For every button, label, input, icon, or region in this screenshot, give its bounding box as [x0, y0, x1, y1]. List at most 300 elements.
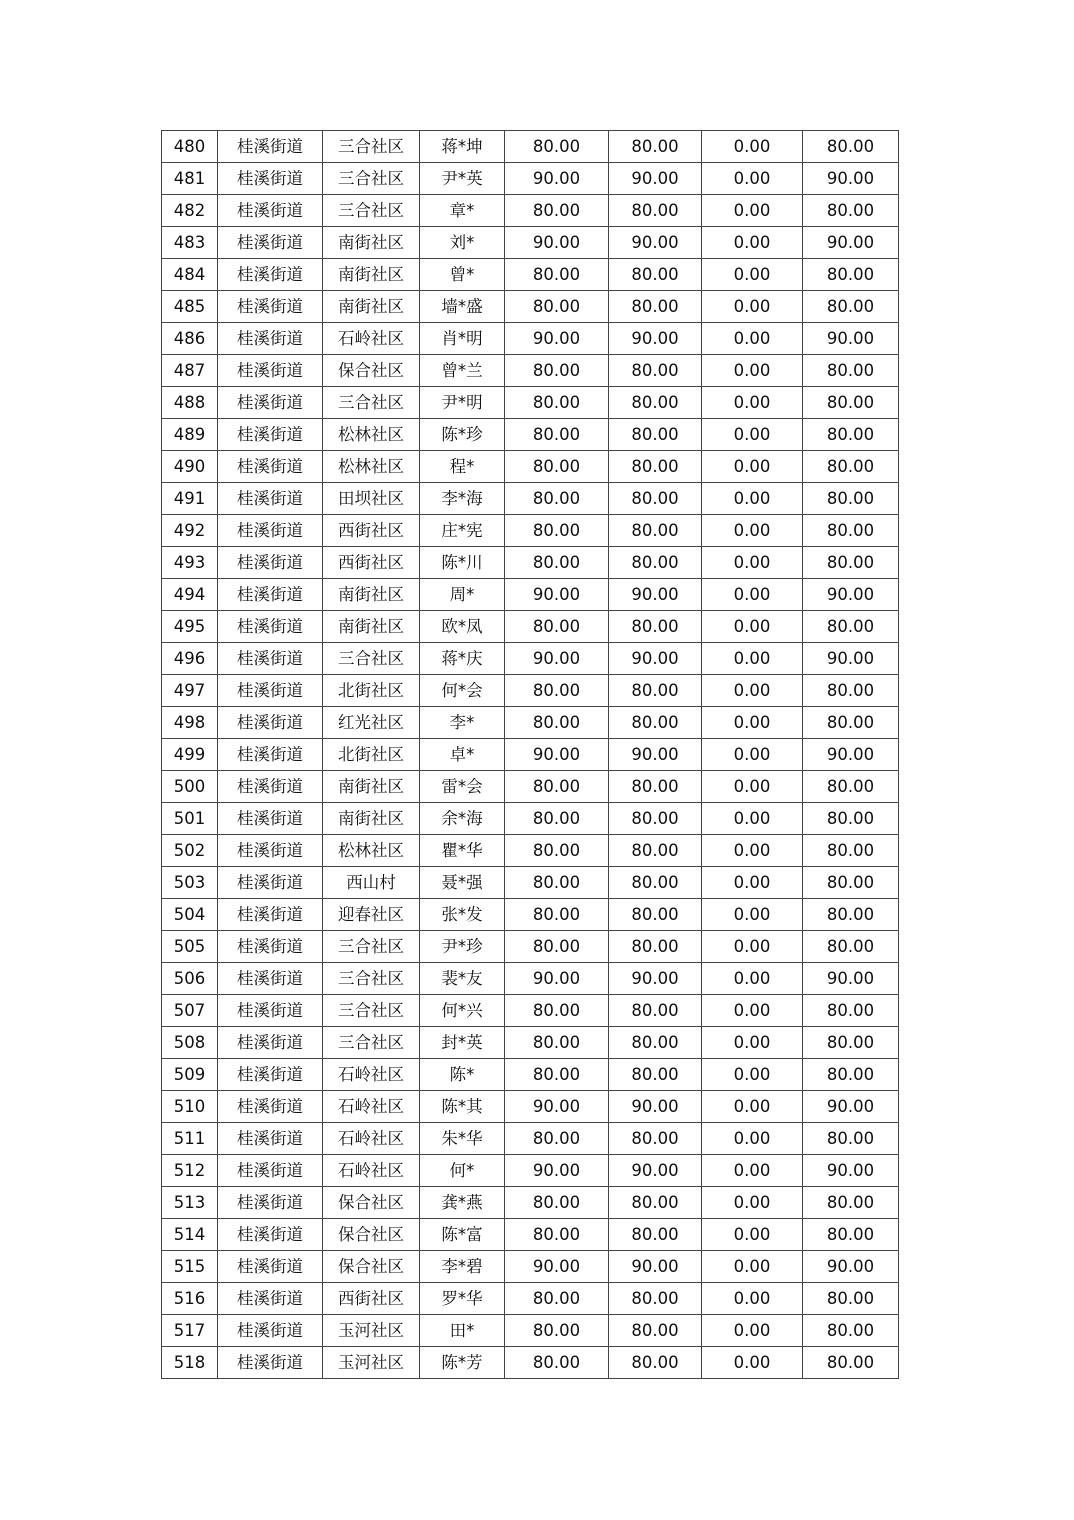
amount-1-cell: 90.00	[505, 1251, 609, 1283]
amount-1-cell: 90.00	[505, 579, 609, 611]
amount-4-cell: 80.00	[803, 387, 899, 419]
amount-2-cell: 90.00	[609, 1091, 702, 1123]
table-row	[162, 259, 899, 291]
amount-4-cell: 80.00	[803, 771, 899, 803]
name-cell: 何*会	[420, 675, 505, 707]
community-cell: 三合社区	[323, 995, 420, 1027]
name-cell: 周*	[420, 579, 505, 611]
street-cell: 桂溪街道	[218, 547, 323, 579]
name-cell: 卓*	[420, 739, 505, 771]
amount-1-cell: 80.00	[505, 835, 609, 867]
community-cell: 南街社区	[323, 771, 420, 803]
community-cell: 田坝社区	[323, 483, 420, 515]
community-cell: 南街社区	[323, 579, 420, 611]
street-cell: 桂溪街道	[218, 387, 323, 419]
amount-2-cell: 80.00	[609, 547, 702, 579]
amount-2-cell: 80.00	[609, 355, 702, 387]
street-cell: 桂溪街道	[218, 1059, 323, 1091]
amount-3-cell: 0.00	[702, 1315, 803, 1347]
amount-3-cell: 0.00	[702, 259, 803, 291]
amount-4-cell: 80.00	[803, 707, 899, 739]
row-number-cell: 492	[162, 515, 218, 547]
street-cell: 桂溪街道	[218, 1155, 323, 1187]
street-cell: 桂溪街道	[218, 899, 323, 931]
amount-4-cell: 80.00	[803, 611, 899, 643]
amount-3-cell: 0.00	[702, 1059, 803, 1091]
amount-4-cell: 90.00	[803, 643, 899, 675]
community-cell: 石岭社区	[323, 1155, 420, 1187]
row-number-cell: 504	[162, 899, 218, 931]
amount-2-cell: 80.00	[609, 483, 702, 515]
amount-2-cell: 80.00	[609, 611, 702, 643]
table-row	[162, 163, 899, 195]
amount-4-cell: 80.00	[803, 1315, 899, 1347]
amount-3-cell: 0.00	[702, 195, 803, 227]
amount-2-cell: 80.00	[609, 1283, 702, 1315]
community-cell: 石岭社区	[323, 1091, 420, 1123]
name-cell: 曾*兰	[420, 355, 505, 387]
row-number-cell: 491	[162, 483, 218, 515]
street-cell: 桂溪街道	[218, 1219, 323, 1251]
street-cell: 桂溪街道	[218, 675, 323, 707]
row-number-cell: 486	[162, 323, 218, 355]
table-row	[162, 1155, 899, 1187]
name-cell: 张*发	[420, 899, 505, 931]
community-cell: 红光社区	[323, 707, 420, 739]
street-cell: 桂溪街道	[218, 1347, 323, 1379]
community-cell: 迎春社区	[323, 899, 420, 931]
row-number-cell: 503	[162, 867, 218, 899]
amount-3-cell: 0.00	[702, 515, 803, 547]
name-cell: 何*兴	[420, 995, 505, 1027]
table-row	[162, 451, 899, 483]
name-cell: 陈*	[420, 1059, 505, 1091]
amount-4-cell: 80.00	[803, 995, 899, 1027]
amount-2-cell: 90.00	[609, 963, 702, 995]
table-row	[162, 1059, 899, 1091]
amount-2-cell: 80.00	[609, 995, 702, 1027]
community-cell: 西山村	[323, 867, 420, 899]
amount-2-cell: 80.00	[609, 1059, 702, 1091]
street-cell: 桂溪街道	[218, 323, 323, 355]
amount-3-cell: 0.00	[702, 291, 803, 323]
amount-1-cell: 90.00	[505, 163, 609, 195]
amount-2-cell: 80.00	[609, 451, 702, 483]
table-row	[162, 899, 899, 931]
row-number-cell: 480	[162, 131, 218, 163]
row-number-cell: 511	[162, 1123, 218, 1155]
amount-3-cell: 0.00	[702, 163, 803, 195]
row-number-cell: 506	[162, 963, 218, 995]
table-row	[162, 611, 899, 643]
table-row	[162, 995, 899, 1027]
name-cell: 蒋*坤	[420, 131, 505, 163]
table-row	[162, 707, 899, 739]
amount-4-cell: 80.00	[803, 355, 899, 387]
amount-3-cell: 0.00	[702, 451, 803, 483]
amount-4-cell: 80.00	[803, 259, 899, 291]
amount-2-cell: 80.00	[609, 195, 702, 227]
row-number-cell: 498	[162, 707, 218, 739]
amount-2-cell: 80.00	[609, 803, 702, 835]
amount-1-cell: 80.00	[505, 675, 609, 707]
community-cell: 北街社区	[323, 675, 420, 707]
table-row	[162, 739, 899, 771]
community-cell: 石岭社区	[323, 323, 420, 355]
table-row	[162, 227, 899, 259]
row-number-cell: 482	[162, 195, 218, 227]
amount-4-cell: 80.00	[803, 483, 899, 515]
amount-1-cell: 80.00	[505, 291, 609, 323]
row-number-cell: 493	[162, 547, 218, 579]
amount-3-cell: 0.00	[702, 1283, 803, 1315]
table-row	[162, 1347, 899, 1379]
amount-1-cell: 90.00	[505, 739, 609, 771]
street-cell: 桂溪街道	[218, 1283, 323, 1315]
amount-1-cell: 80.00	[505, 1219, 609, 1251]
amount-4-cell: 90.00	[803, 1155, 899, 1187]
amount-4-cell: 80.00	[803, 1347, 899, 1379]
row-number-cell: 490	[162, 451, 218, 483]
street-cell: 桂溪街道	[218, 1123, 323, 1155]
amount-3-cell: 0.00	[702, 547, 803, 579]
amount-3-cell: 0.00	[702, 835, 803, 867]
amount-1-cell: 80.00	[505, 451, 609, 483]
community-cell: 玉河社区	[323, 1315, 420, 1347]
amount-4-cell: 80.00	[803, 867, 899, 899]
table-row	[162, 1315, 899, 1347]
amount-4-cell: 80.00	[803, 835, 899, 867]
street-cell: 桂溪街道	[218, 227, 323, 259]
table-row	[162, 1027, 899, 1059]
table-row	[162, 355, 899, 387]
name-cell: 尹*明	[420, 387, 505, 419]
amount-1-cell: 80.00	[505, 1059, 609, 1091]
amount-3-cell: 0.00	[702, 739, 803, 771]
name-cell: 欧*凤	[420, 611, 505, 643]
amount-2-cell: 90.00	[609, 643, 702, 675]
table-row	[162, 931, 899, 963]
street-cell: 桂溪街道	[218, 291, 323, 323]
row-number-cell: 489	[162, 419, 218, 451]
name-cell: 瞿*华	[420, 835, 505, 867]
amount-3-cell: 0.00	[702, 899, 803, 931]
table-row	[162, 643, 899, 675]
amount-3-cell: 0.00	[702, 1219, 803, 1251]
table-row	[162, 867, 899, 899]
amount-2-cell: 90.00	[609, 579, 702, 611]
amount-3-cell: 0.00	[702, 771, 803, 803]
amount-4-cell: 80.00	[803, 515, 899, 547]
street-cell: 桂溪街道	[218, 1315, 323, 1347]
amount-1-cell: 80.00	[505, 1347, 609, 1379]
amount-1-cell: 90.00	[505, 323, 609, 355]
amount-1-cell: 80.00	[505, 355, 609, 387]
amount-2-cell: 80.00	[609, 931, 702, 963]
table-row	[162, 483, 899, 515]
name-cell: 陈*其	[420, 1091, 505, 1123]
amount-1-cell: 90.00	[505, 227, 609, 259]
row-number-cell: 495	[162, 611, 218, 643]
amount-4-cell: 80.00	[803, 931, 899, 963]
amount-1-cell: 80.00	[505, 1027, 609, 1059]
name-cell: 曾*	[420, 259, 505, 291]
row-number-cell: 483	[162, 227, 218, 259]
name-cell: 封*英	[420, 1027, 505, 1059]
street-cell: 桂溪街道	[218, 1027, 323, 1059]
community-cell: 三合社区	[323, 163, 420, 195]
community-cell: 南街社区	[323, 291, 420, 323]
amount-3-cell: 0.00	[702, 1347, 803, 1379]
amount-2-cell: 80.00	[609, 387, 702, 419]
amount-3-cell: 0.00	[702, 227, 803, 259]
amount-2-cell: 80.00	[609, 867, 702, 899]
street-cell: 桂溪街道	[218, 131, 323, 163]
amount-3-cell: 0.00	[702, 1251, 803, 1283]
community-cell: 南街社区	[323, 803, 420, 835]
amount-2-cell: 80.00	[609, 1315, 702, 1347]
amount-2-cell: 80.00	[609, 1347, 702, 1379]
amount-2-cell: 90.00	[609, 323, 702, 355]
amount-4-cell: 80.00	[803, 1123, 899, 1155]
amount-3-cell: 0.00	[702, 1155, 803, 1187]
amount-2-cell: 80.00	[609, 1027, 702, 1059]
community-cell: 三合社区	[323, 963, 420, 995]
row-number-cell: 509	[162, 1059, 218, 1091]
amount-2-cell: 90.00	[609, 1155, 702, 1187]
street-cell: 桂溪街道	[218, 931, 323, 963]
amount-4-cell: 90.00	[803, 323, 899, 355]
amount-2-cell: 80.00	[609, 131, 702, 163]
amount-3-cell: 0.00	[702, 1123, 803, 1155]
amount-2-cell: 80.00	[609, 835, 702, 867]
row-number-cell: 481	[162, 163, 218, 195]
amount-1-cell: 80.00	[505, 387, 609, 419]
row-number-cell: 502	[162, 835, 218, 867]
amount-4-cell: 90.00	[803, 163, 899, 195]
amount-1-cell: 80.00	[505, 547, 609, 579]
name-cell: 李*	[420, 707, 505, 739]
name-cell: 朱*华	[420, 1123, 505, 1155]
amount-4-cell: 90.00	[803, 1251, 899, 1283]
amount-4-cell: 90.00	[803, 227, 899, 259]
community-cell: 西街社区	[323, 547, 420, 579]
amount-3-cell: 0.00	[702, 867, 803, 899]
amount-2-cell: 80.00	[609, 515, 702, 547]
name-cell: 李*海	[420, 483, 505, 515]
amount-3-cell: 0.00	[702, 387, 803, 419]
row-number-cell: 510	[162, 1091, 218, 1123]
amount-2-cell: 80.00	[609, 291, 702, 323]
amount-2-cell: 80.00	[609, 259, 702, 291]
name-cell: 程*	[420, 451, 505, 483]
street-cell: 桂溪街道	[218, 259, 323, 291]
amount-3-cell: 0.00	[702, 643, 803, 675]
amount-3-cell: 0.00	[702, 131, 803, 163]
community-cell: 三合社区	[323, 643, 420, 675]
amount-2-cell: 80.00	[609, 419, 702, 451]
street-cell: 桂溪街道	[218, 803, 323, 835]
table-row	[162, 963, 899, 995]
table-row	[162, 579, 899, 611]
row-number-cell: 507	[162, 995, 218, 1027]
community-cell: 保合社区	[323, 1251, 420, 1283]
amount-3-cell: 0.00	[702, 355, 803, 387]
name-cell: 章*	[420, 195, 505, 227]
amount-3-cell: 0.00	[702, 675, 803, 707]
amount-1-cell: 80.00	[505, 1315, 609, 1347]
amount-3-cell: 0.00	[702, 579, 803, 611]
street-cell: 桂溪街道	[218, 739, 323, 771]
amount-4-cell: 80.00	[803, 1027, 899, 1059]
table-row	[162, 387, 899, 419]
amount-1-cell: 80.00	[505, 611, 609, 643]
row-number-cell: 500	[162, 771, 218, 803]
name-cell: 肖*明	[420, 323, 505, 355]
amount-4-cell: 80.00	[803, 1059, 899, 1091]
amount-2-cell: 80.00	[609, 1123, 702, 1155]
row-number-cell: 512	[162, 1155, 218, 1187]
community-cell: 三合社区	[323, 931, 420, 963]
community-cell: 三合社区	[323, 131, 420, 163]
amount-3-cell: 0.00	[702, 931, 803, 963]
amount-3-cell: 0.00	[702, 1091, 803, 1123]
community-cell: 三合社区	[323, 195, 420, 227]
amount-1-cell: 80.00	[505, 131, 609, 163]
row-number-cell: 508	[162, 1027, 218, 1059]
street-cell: 桂溪街道	[218, 867, 323, 899]
name-cell: 庄*宪	[420, 515, 505, 547]
amount-1-cell: 80.00	[505, 1123, 609, 1155]
amount-1-cell: 80.00	[505, 483, 609, 515]
row-number-cell: 497	[162, 675, 218, 707]
amount-1-cell: 80.00	[505, 995, 609, 1027]
community-cell: 南街社区	[323, 259, 420, 291]
table-row	[162, 771, 899, 803]
row-number-cell: 485	[162, 291, 218, 323]
name-cell: 李*碧	[420, 1251, 505, 1283]
amount-4-cell: 80.00	[803, 131, 899, 163]
street-cell: 桂溪街道	[218, 355, 323, 387]
community-cell: 西街社区	[323, 515, 420, 547]
street-cell: 桂溪街道	[218, 963, 323, 995]
row-number-cell: 499	[162, 739, 218, 771]
name-cell: 陈*芳	[420, 1347, 505, 1379]
table-row	[162, 195, 899, 227]
row-number-cell: 517	[162, 1315, 218, 1347]
name-cell: 田*	[420, 1315, 505, 1347]
amount-4-cell: 90.00	[803, 579, 899, 611]
table-row	[162, 547, 899, 579]
roster-table	[161, 130, 899, 1379]
amount-3-cell: 0.00	[702, 1187, 803, 1219]
street-cell: 桂溪街道	[218, 1091, 323, 1123]
name-cell: 聂*强	[420, 867, 505, 899]
amount-1-cell: 80.00	[505, 195, 609, 227]
amount-4-cell: 90.00	[803, 739, 899, 771]
amount-4-cell: 80.00	[803, 675, 899, 707]
name-cell: 蒋*庆	[420, 643, 505, 675]
amount-4-cell: 80.00	[803, 803, 899, 835]
amount-3-cell: 0.00	[702, 483, 803, 515]
community-cell: 南街社区	[323, 227, 420, 259]
community-cell: 松林社区	[323, 835, 420, 867]
community-cell: 保合社区	[323, 1219, 420, 1251]
table-row	[162, 1123, 899, 1155]
street-cell: 桂溪街道	[218, 643, 323, 675]
table-row	[162, 1251, 899, 1283]
amount-1-cell: 80.00	[505, 771, 609, 803]
name-cell: 余*海	[420, 803, 505, 835]
name-cell: 墙*盛	[420, 291, 505, 323]
street-cell: 桂溪街道	[218, 195, 323, 227]
community-cell: 三合社区	[323, 1027, 420, 1059]
row-number-cell: 514	[162, 1219, 218, 1251]
amount-1-cell: 90.00	[505, 1091, 609, 1123]
name-cell: 尹*珍	[420, 931, 505, 963]
table-row	[162, 1283, 899, 1315]
community-cell: 松林社区	[323, 451, 420, 483]
street-cell: 桂溪街道	[218, 1251, 323, 1283]
row-number-cell: 488	[162, 387, 218, 419]
amount-3-cell: 0.00	[702, 419, 803, 451]
amount-2-cell: 80.00	[609, 771, 702, 803]
amount-2-cell: 80.00	[609, 899, 702, 931]
amount-1-cell: 80.00	[505, 1283, 609, 1315]
community-cell: 西街社区	[323, 1283, 420, 1315]
street-cell: 桂溪街道	[218, 835, 323, 867]
table-row	[162, 835, 899, 867]
name-cell: 雷*会	[420, 771, 505, 803]
amount-1-cell: 80.00	[505, 931, 609, 963]
amount-2-cell: 90.00	[609, 739, 702, 771]
street-cell: 桂溪街道	[218, 419, 323, 451]
row-number-cell: 484	[162, 259, 218, 291]
amount-4-cell: 80.00	[803, 1219, 899, 1251]
amount-3-cell: 0.00	[702, 707, 803, 739]
name-cell: 龚*燕	[420, 1187, 505, 1219]
street-cell: 桂溪街道	[218, 579, 323, 611]
amount-3-cell: 0.00	[702, 1027, 803, 1059]
table-row	[162, 803, 899, 835]
row-number-cell: 487	[162, 355, 218, 387]
amount-1-cell: 80.00	[505, 515, 609, 547]
amount-4-cell: 80.00	[803, 419, 899, 451]
name-cell: 何*	[420, 1155, 505, 1187]
amount-4-cell: 80.00	[803, 547, 899, 579]
table-row	[162, 131, 899, 163]
amount-3-cell: 0.00	[702, 963, 803, 995]
amount-2-cell: 80.00	[609, 1219, 702, 1251]
street-cell: 桂溪街道	[218, 611, 323, 643]
community-cell: 松林社区	[323, 419, 420, 451]
row-number-cell: 494	[162, 579, 218, 611]
amount-4-cell: 90.00	[803, 1091, 899, 1123]
community-cell: 石岭社区	[323, 1059, 420, 1091]
amount-3-cell: 0.00	[702, 611, 803, 643]
amount-3-cell: 0.00	[702, 803, 803, 835]
amount-2-cell: 90.00	[609, 163, 702, 195]
amount-1-cell: 80.00	[505, 259, 609, 291]
row-number-cell: 496	[162, 643, 218, 675]
table-row	[162, 515, 899, 547]
amount-3-cell: 0.00	[702, 323, 803, 355]
name-cell: 陈*富	[420, 1219, 505, 1251]
amount-2-cell: 90.00	[609, 227, 702, 259]
row-number-cell: 501	[162, 803, 218, 835]
amount-3-cell: 0.00	[702, 995, 803, 1027]
community-cell: 南街社区	[323, 611, 420, 643]
